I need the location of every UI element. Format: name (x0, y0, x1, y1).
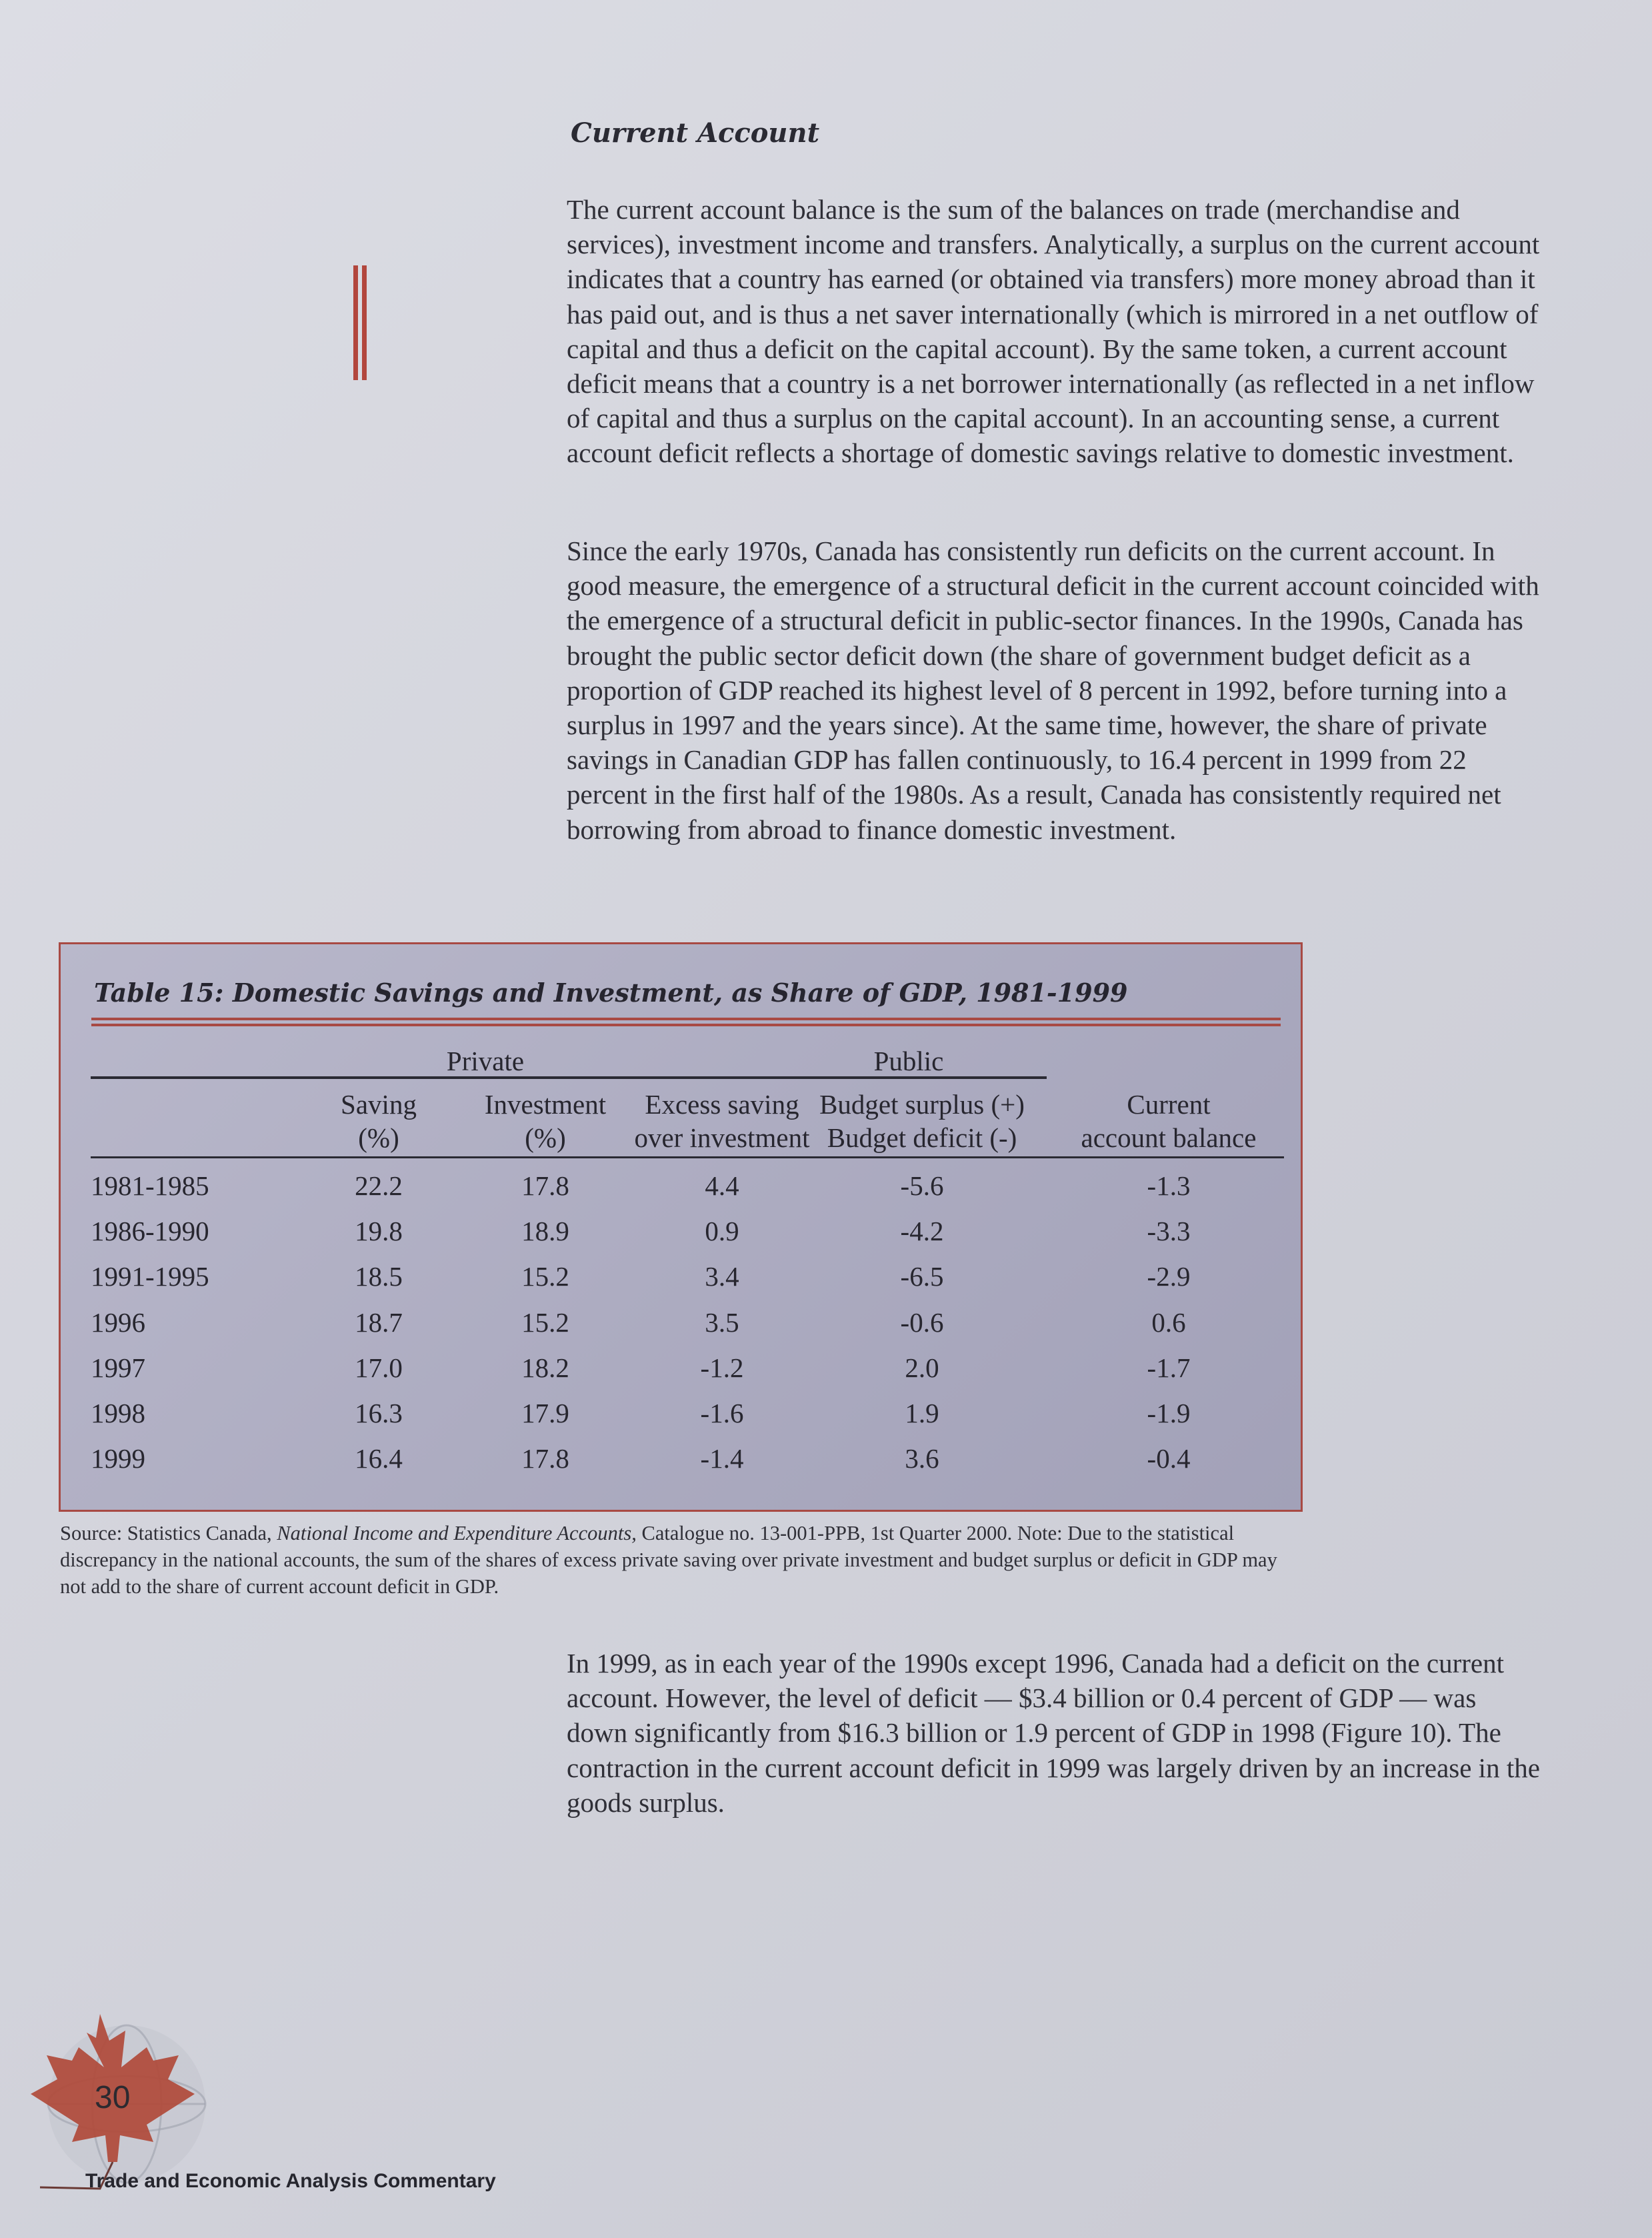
col-header-investment: Investment (484, 1089, 607, 1120)
table-cell-investment: 15.2 (521, 1306, 569, 1338)
col-header-saving-unit: (%) (358, 1122, 399, 1153)
col-header-excess: Excess saving (645, 1089, 799, 1120)
col-header-budget: Budget surplus (+) (819, 1089, 1025, 1120)
table-cell-saving: 16.3 (355, 1398, 403, 1428)
margin-accent-bar (353, 265, 358, 380)
table-cell-excess: -1.2 (700, 1352, 744, 1383)
table-cell-current: 0.6 (1151, 1306, 1186, 1338)
title-rule (91, 1024, 1281, 1026)
table-cell-budget: -6.5 (900, 1261, 944, 1292)
table-cell-period: 1997 (91, 1352, 145, 1383)
table-cell-excess: 4.4 (705, 1170, 739, 1201)
margin-accent-bar (362, 265, 367, 380)
table-title: Table 15: Domestic Savings and Investment, as Share of GDP, 1981-1999 (94, 978, 1128, 1008)
title-rule (91, 1018, 1281, 1020)
table-cell-period: 1998 (91, 1398, 145, 1428)
group-header-public: Public (873, 1046, 944, 1076)
column-header-rule (91, 1156, 1284, 1158)
table-cell-current: -2.9 (1147, 1261, 1191, 1292)
table-cell-budget: -4.2 (900, 1216, 944, 1247)
col-header-budget-line2: Budget deficit (-) (827, 1122, 1017, 1153)
col-header-current-line2: account balance (1081, 1122, 1257, 1153)
table-cell-period: 1999 (91, 1443, 145, 1474)
page-number: 30 (95, 2080, 131, 2115)
body-paragraph: In 1999, as in each year of the 1990s except 1996, Canada had a deficit on the current account. However, the level of deficit — $3.4 billion or 0.4 percent of GDP — was down significantly from $16.3 billion or 1.9 percent of GDP in 1998 (Figure 10). The contraction in the current account deficit in 1999 was largely driven by an increase in the goods surplus. (567, 1648, 1540, 1818)
group-header-private: Private (446, 1046, 525, 1076)
table-cell-current: -1.7 (1147, 1352, 1191, 1383)
table-cell-current: -1.3 (1147, 1170, 1191, 1201)
table-cell-budget: -5.6 (900, 1170, 944, 1201)
table-cell-excess: 3.4 (705, 1261, 739, 1292)
table-cell-investment: 18.2 (521, 1352, 569, 1383)
table-cell-saving: 22.2 (355, 1170, 403, 1201)
table-cell-period: 1996 (91, 1306, 145, 1338)
source-suffix: Catalogue no. 13-001-PPB, 1st Quarter 2000. Note: Due to the statistical discrepancy in the national accounts, the sum of the shares of excess private saving over private investment and budget surplus or deficit in GDP may not add to the share of current account deficit in GDP. (60, 1522, 1277, 1598)
body-paragraph: Since the early 1970s, Canada has consistently run deficits on the current account. In good measure, the emergence of a structural deficit in the current account coincided with the emergence of a structural deficit in public-sector finances. In the 1990s, Canada has brought the public sector deficit down (the share of government budget deficit as a proportion of GDP reached its highest level of 8 percent in 1992, before turning into a surplus in 1997 and the years since). At the same time, however, the share of private savings in Canadian GDP has fallen continuously, to 16.4 percent in 1999 from 22 percent in the first half of the 1980s. As a result, Canada has consistently required net borrowing from abroad to finance domestic investment. (567, 535, 1539, 845)
table-cell-saving: 18.5 (355, 1261, 403, 1292)
table-cell-period: 1986-1990 (91, 1216, 209, 1247)
table-cell-excess: 3.5 (705, 1306, 739, 1338)
col-header-saving: Saving (341, 1089, 417, 1120)
table-cell-excess: -1.6 (700, 1398, 744, 1428)
table-cell-current: -3.3 (1147, 1216, 1191, 1247)
table-cell-excess: -1.4 (700, 1443, 744, 1474)
table-cell-investment: 17.9 (521, 1398, 569, 1428)
table-cell-budget: 2.0 (905, 1352, 939, 1383)
section-heading: Current Account (571, 117, 820, 149)
source-note (60, 1520, 1300, 1600)
table-cell-saving: 16.4 (355, 1443, 403, 1474)
table-cell-investment: 17.8 (521, 1170, 569, 1201)
table-cell-investment: 15.2 (521, 1261, 569, 1292)
table-cell-period: 1981-1985 (91, 1170, 209, 1201)
table-cell-current: -0.4 (1147, 1443, 1191, 1474)
footer-publication-title: Trade and Economic Analysis Commentary (85, 2170, 496, 2192)
table-cell-excess: 0.9 (705, 1216, 739, 1247)
source-prefix: Source: Statistics Canada, (60, 1522, 277, 1544)
col-header-excess-line2: over investment (634, 1122, 810, 1153)
table-cell-saving: 17.0 (355, 1352, 403, 1383)
table-cell-saving: 19.8 (355, 1216, 403, 1247)
table-cell-budget: -0.6 (900, 1306, 944, 1338)
table-cell-period: 1991-1995 (91, 1261, 209, 1292)
table-cell-saving: 18.7 (355, 1306, 403, 1338)
table-cell-investment: 18.9 (521, 1216, 569, 1247)
table-cell-current: -1.9 (1147, 1398, 1191, 1428)
table-cell-budget: 1.9 (905, 1398, 939, 1428)
col-header-current: Current (1127, 1089, 1211, 1120)
table-cell-budget: 3.6 (905, 1443, 939, 1474)
table-cell-investment: 17.8 (521, 1443, 569, 1474)
col-header-investment-unit: (%) (525, 1122, 566, 1153)
group-header-rule (91, 1076, 1047, 1079)
body-paragraph: The current account balance is the sum of the balances on trade (merchandise and services), investment income and transfers. Analytically, a surplus on the current account indicates that a country has earned (or obtained via transfers) more money abroad than it has paid out, and is thus a net saver internationally (which is mirrored in a net outflow of capital and thus a deficit on the capital account). By the same token, a current account deficit means that a country is a net borrower internationally (as reflected in a net inflow of capital and thus a surplus on the capital account). In an accounting sense, a current account deficit reflects a shortage of domestic savings relative to domestic investment. (567, 194, 1540, 469)
source-publication: National Income and Expenditure Accounts, (277, 1522, 637, 1544)
data-table (59, 942, 1303, 1512)
